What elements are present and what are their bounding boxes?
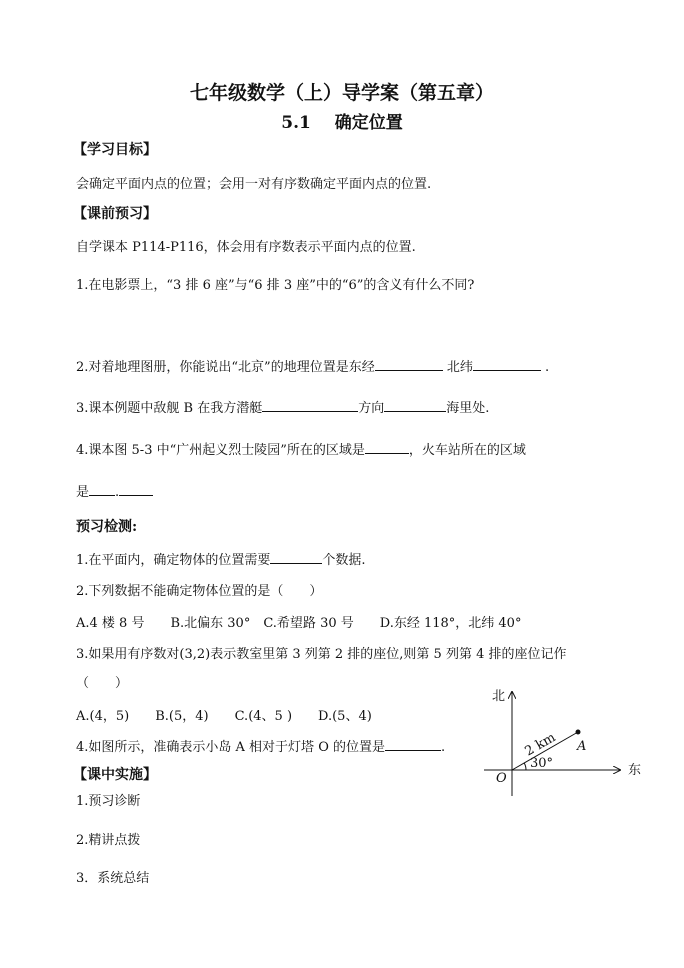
question-text: ，火车站所在的区域 bbox=[408, 443, 526, 458]
distance-label: 2 km bbox=[522, 730, 559, 760]
preview-question-4-cont bbox=[76, 481, 153, 500]
check-question-3-paren: （ ） bbox=[76, 676, 129, 691]
bearing-diagram bbox=[466, 686, 656, 798]
question-text: 海里处. bbox=[446, 401, 490, 416]
question-text: 是 bbox=[76, 485, 90, 500]
question-text: 4.课本图 5-3 中“广州起义烈士陵园”所在的区域是 bbox=[76, 443, 365, 458]
check-question-3: 3.如果用有序数对(3,2)表示教室里第 3 列第 2 排的座位,则第 5 列第 4 排的座位记作 bbox=[76, 647, 567, 662]
preview-question-3 bbox=[76, 397, 489, 416]
question-text: 2.对着地理图册，你能说出“北京”的地理位置是东经 bbox=[76, 360, 375, 375]
check-question-4 bbox=[76, 736, 445, 755]
page-title: 七年级数学（上）导学案（第五章） bbox=[189, 82, 494, 104]
class-item-3: 3．系统总结 bbox=[76, 871, 150, 886]
angle-arc bbox=[524, 763, 526, 770]
answer-blank[interactable] bbox=[119, 481, 153, 496]
preview-question-1: 1.在电影票上，“3 排 6 座”与“6 排 3 座”中的“6”的含义有什么不同? bbox=[76, 278, 475, 293]
check-heading: 预习检测: bbox=[76, 519, 138, 535]
goals-heading: 【学习目标】 bbox=[73, 142, 157, 158]
angle-label: 30° bbox=[530, 756, 554, 771]
preview-question-2 bbox=[76, 356, 549, 375]
east-label: 东 bbox=[628, 763, 642, 778]
class-item-1: 1.预习诊断 bbox=[76, 794, 141, 809]
answer-blank[interactable] bbox=[375, 356, 443, 371]
question-text: . bbox=[440, 740, 446, 755]
section-title: 5.1 确定位置 bbox=[281, 113, 403, 133]
question-text: 个数据. bbox=[322, 553, 366, 568]
question-text: 4.如图所示，准确表示小岛 A 相对于灯塔 O 的位置是 bbox=[76, 740, 385, 755]
check-question-3-options: A.(4，5) B.(5，4) C.(4、5 ) D.(5、4) bbox=[76, 709, 372, 724]
point-label: A bbox=[577, 739, 587, 754]
answer-blank[interactable] bbox=[262, 397, 358, 412]
question-text: 北纬 bbox=[446, 360, 473, 375]
class-heading: 【课中实施】 bbox=[73, 767, 157, 783]
answer-blank[interactable] bbox=[473, 356, 541, 371]
class-item-2: 2.精讲点拨 bbox=[76, 833, 141, 848]
question-text: 1.在平面内，确定物体的位置需要 bbox=[76, 553, 271, 568]
island-point bbox=[576, 730, 581, 735]
goals-text: 会确定平面内点的位置；会用一对有序数确定平面内点的位置. bbox=[76, 177, 432, 192]
question-text: 3.课本例题中敌舰 B 在我方潜艇 bbox=[76, 401, 263, 416]
question-text: . bbox=[545, 360, 550, 375]
answer-blank[interactable] bbox=[89, 481, 115, 496]
north-label: 北 bbox=[492, 689, 506, 704]
preview-heading: 【课前预习】 bbox=[73, 206, 157, 222]
answer-blank[interactable] bbox=[385, 736, 441, 751]
preview-intro: 自学课本 P114-P116，体会用有序数表示平面内点的位置. bbox=[76, 240, 416, 255]
origin-label: O bbox=[496, 771, 507, 786]
question-text: . bbox=[115, 485, 120, 500]
check-question-2-options: A.4 楼 8 号 B.北偏东 30° C.希望路 30 号 D.东经 118°，北纬 40° bbox=[76, 616, 522, 631]
answer-blank[interactable] bbox=[270, 549, 322, 564]
question-text: 方向 bbox=[358, 401, 385, 416]
bearing-svg bbox=[466, 686, 656, 798]
answer-blank[interactable] bbox=[365, 439, 409, 454]
preview-question-4 bbox=[76, 439, 526, 458]
answer-blank[interactable] bbox=[384, 397, 446, 412]
check-question-2: 2.下列数据不能确定物体位置的是（ ） bbox=[76, 584, 323, 599]
check-question-1 bbox=[76, 549, 366, 568]
